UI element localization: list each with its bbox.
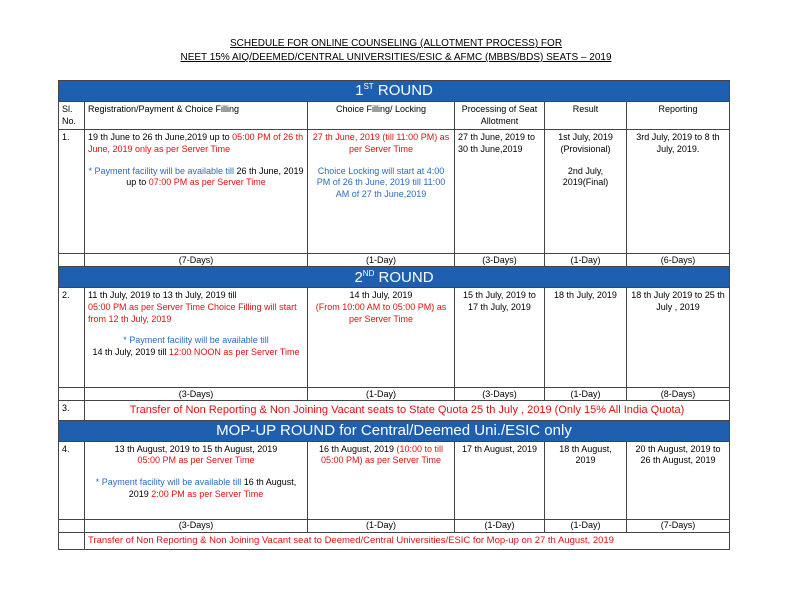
transfer-note: Transfer of Non Reporting & Non Joining Vacant seats to State Quota 25 th July , 2019 (Only 15% All India Quota) xyxy=(85,401,730,420)
round2-band xyxy=(59,267,730,288)
mopup-registration: 13 th August, 2019 to 15 th August, 2019 05:00 PM as per Server Time * Payment facility will be available till 16 th August, 2019 2:00 PM as per Server Time xyxy=(85,441,308,519)
round1-band xyxy=(59,81,730,102)
schedule-table xyxy=(58,80,730,550)
round2-registration: 11 th July, 2019 to 13 th July, 2019 till 05:00 PM as per Server Time Choice Filling will start from 12 th July, 2019 * Payment facility will be available till 14 th July, 2019 till 12:00 NOON as per Server Time xyxy=(85,288,308,388)
col-choice: Choice Filling/ Locking xyxy=(308,102,455,130)
transfer-sl: 3. xyxy=(59,401,85,420)
mopup-days: (1-Day) xyxy=(455,519,545,532)
round1-title: 1ST ROUND xyxy=(59,81,730,102)
round2-days: (3-Days) xyxy=(455,388,545,401)
round1-reporting: 3rd July, 2019 to 8 th July, 2019. xyxy=(627,130,730,254)
round2-sl: 2. xyxy=(59,288,85,388)
col-processing: Processing of Seat Allotment xyxy=(455,102,545,130)
mopup-result: 18 th August, 2019 xyxy=(545,441,627,519)
round2-choice: 14 th July, 2019 (From 10:00 AM to 05:00 PM) as per Server Time xyxy=(308,288,455,388)
round2-result: 18 th July, 2019 xyxy=(545,288,627,388)
col-result: Result xyxy=(545,102,627,130)
col-sl: Sl. No. xyxy=(59,102,85,130)
round1-processing: 27 th June, 2019 to 30 th June,2019 xyxy=(455,130,545,254)
round2-days: (1-Day) xyxy=(308,388,455,401)
mopup-days: (7-Days) xyxy=(627,519,730,532)
mopup-band xyxy=(59,420,730,441)
mopup-row xyxy=(59,441,730,519)
round2-reporting: 18 th July 2019 to 25 th July , 2019 xyxy=(627,288,730,388)
round2-row xyxy=(59,288,730,388)
round1-days: (6-Days) xyxy=(627,254,730,267)
col-reporting: Reporting xyxy=(627,102,730,130)
round1-days: (1-Day) xyxy=(545,254,627,267)
mopup-reporting: 20 th August, 2019 to 26 th August, 2019 xyxy=(627,441,730,519)
round1-days: (7-Days) xyxy=(85,254,308,267)
round2-days: (8-Days) xyxy=(627,388,730,401)
mopup-choice: 16 th August, 2019 (10:00 to till 05:00 PM) as per Server Time xyxy=(308,441,455,519)
schedule-title: SCHEDULE FOR ONLINE COUNSELING (ALLOTMENT PROCESS) FOR xyxy=(229,38,563,49)
transfer-row xyxy=(59,401,730,420)
round1-sl: 1. xyxy=(59,130,85,254)
mopup-days: (3-Days) xyxy=(85,519,308,532)
mopup-days-row xyxy=(59,519,730,532)
column-header-row xyxy=(59,102,730,130)
round2-days: (3-Days) xyxy=(85,388,308,401)
round2-days: (1-Day) xyxy=(545,388,627,401)
footer-note: Transfer of Non Reporting & Non Joining Vacant seat to Deemed/Central Universities/ESIC for Mop-up on 27 th August, 2019 xyxy=(85,532,730,549)
mopup-days: (1-Day) xyxy=(545,519,627,532)
round2-processing: 15 th July, 2019 to 17 th July, 2019 xyxy=(455,288,545,388)
round1-registration: 19 th June to 26 th June,2019 up to 05:00 PM of 26 th June, 2019 only as per Server Time * Payment facility will be available till 26 th June, 2019 up to 07:00 PM as per Server Time xyxy=(85,130,308,254)
round1-result: 1st July, 2019 (Provisional) 2nd July, 2019(Final) xyxy=(545,130,627,254)
col-registration: Registration/Payment & Choice Filling xyxy=(85,102,308,130)
footer-row xyxy=(59,532,730,549)
round1-row xyxy=(59,130,730,254)
round1-days: (1-Day) xyxy=(308,254,455,267)
round2-title: 2ND ROUND xyxy=(59,267,730,288)
mopup-title: MOP-UP ROUND for Central/Deemed Uni./ESIC only xyxy=(59,420,730,441)
mopup-processing: 17 th August, 2019 xyxy=(455,441,545,519)
round1-days: (3-Days) xyxy=(455,254,545,267)
mopup-days: (1-Day) xyxy=(308,519,455,532)
round2-days-row xyxy=(59,388,730,401)
round1-choice: 27 th June, 2019 (till 11:00 PM) as per Server Time Choice Locking will start at 4:00 PM of 26 th June, 2019 till 11:00 AM of 27 th June,2019 xyxy=(308,130,455,254)
round1-days-row xyxy=(59,254,730,267)
schedule-subtitle: NEET 15% AIQ/DEEMED/CENTRAL UNIVERSITIES/ESIC & AFMC (MBBS/BDS) SEATS – 2019 xyxy=(180,52,612,63)
mopup-sl: 4. xyxy=(59,441,85,519)
